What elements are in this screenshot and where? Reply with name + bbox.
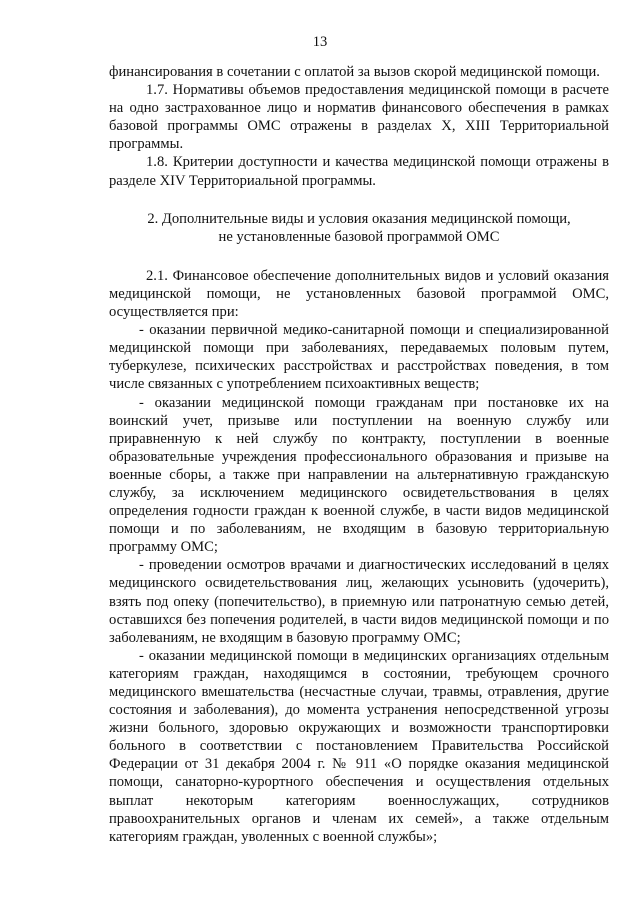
paragraph-continuation: финансирования в сочетании с оплатой за вызов скорой медицинской помощи. (109, 64, 600, 80)
paragraph-2-1: 2.1. Финансовое обеспечение дополнительных видов и условий оказания медицинской помощи, не установленных базовой программой ОМС, осуществляется при: (109, 267, 609, 321)
list-item: - оказании медицинской помощи гражданам при постановке их на воинский учет, призыве или поступлении на военную службу или приравненную к ней службу по контракту, поступлении в военные образовательные учреждения профессионального образования и призыве на военные сборы, а также при направлении на альтернативную гражданскую службу, за исключением медицинского освидетельствования в целях определения годности граждан к военной службе, в части видов медицинской помощи и по заболеваниям, не входящим в базовую территориальную программу ОМС; (109, 394, 609, 556)
list-item: - проведении осмотров врачами и диагностических исследований в целях медицинского освидетельствования лиц, желающих усыновить (удочерить), взять под опеку (попечительство), в приемную или патронатную семью детей, оставшихся без попечения родителей, в части видов медицинской помощи и по заболеваниям, не входящим в базовую программу ОМС; (109, 557, 609, 646)
paragraph-1-8: 1.8. Критерии доступности и качества медицинской помощи отражены в разделе XIV Территориальной программы. (109, 154, 609, 189)
section-heading (109, 210, 609, 246)
page-number: 13 (312, 34, 328, 50)
list-item: - оказании медицинской помощи в медицинских организациях отдельным категориям граждан, находящимся в состоянии, требующем срочного медицинского вмешательства (несчастные случаи, травмы, отравления, другие состояния и заболевания), до момента устранения непосредственной угрозы жизни больного, здоровью окружающих и возможности транспортировки больного в соответствии с постановлением Правительства Российской Федерации от 31 декабря 2004 г. № 911 «О порядке оказания медицинской помощи, санаторно-курортного обеспечения и осуществления отдельных выплат некоторым категориям военнослужащих, сотрудников правоохранительных органов и членам их семей», а также отдельным категориям граждан, уволенных с военной службы»; (109, 647, 609, 845)
document-body (109, 63, 609, 846)
section-heading-line-1: 2. Дополнительные виды и условия оказания медицинской помощи, (147, 210, 571, 227)
list-item: - оказании первичной медико-санитарной помощи и специализированной медицинской помощи при заболеваниях, передаваемых половым путем, туберкулезе, психических расстройствах и расстройствах поведения, в том числе связанных с употреблением психоактивных веществ; (109, 322, 609, 393)
paragraph-1-7: 1.7. Нормативы объемов предоставления медицинской помощи в расчете на одно застрахованное лицо и норматив финансового обеспечения в рамках базовой программы ОМС отражены в разделах X, XIII Территориальной программы. (109, 82, 609, 153)
section-heading-line-2: не установленные базовой программой ОМС (218, 228, 500, 245)
